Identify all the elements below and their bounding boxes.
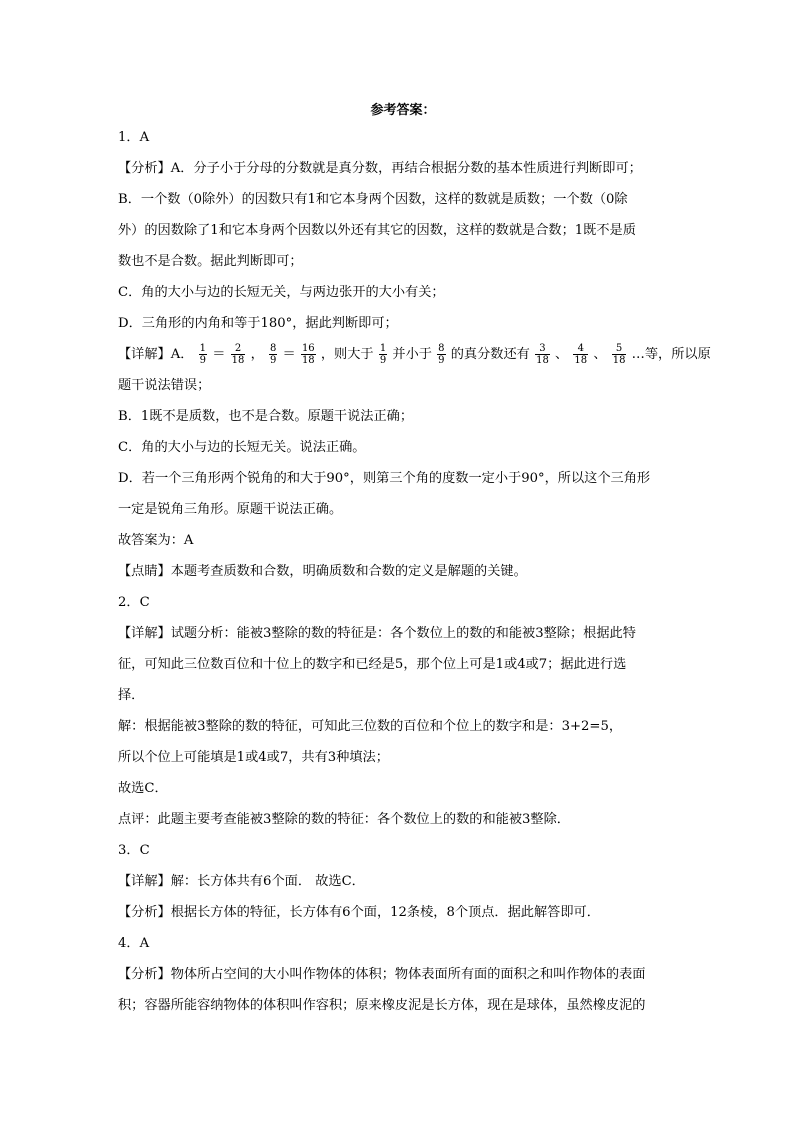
- fraction: [612, 343, 627, 366]
- denominator: 9: [379, 355, 387, 366]
- analysis-line: 【分析】物体所占空间的大小叫作物体的体积；物体表面所有面的面积之和叫作物体的表面: [118, 967, 646, 982]
- fraction: [573, 343, 588, 366]
- analysis-line: D．三角形的内角和等于180°，据此判断即可；: [118, 316, 398, 331]
- final-answer: 故答案为：A: [118, 533, 194, 548]
- detail-line: 题干说法错误；: [118, 378, 211, 393]
- text-segment: 并小于: [392, 347, 432, 362]
- numerator: 5: [612, 343, 627, 355]
- detail-line: 征，可知此三位数百位和十位上的数字和已经是5，那个位上可是1或4或7；据此进行选: [118, 657, 627, 672]
- detail-line: C．角的大小与边的长短无关。说法正确。: [118, 440, 366, 455]
- analysis-line: 外）的因数除了1和它本身两个因数以外还有其它的因数，这样的数就是合数；1既不是质: [118, 223, 636, 238]
- page-title: 参考答案：: [370, 103, 436, 118]
- text-segment: 、: [593, 347, 607, 362]
- text-segment: 、: [555, 347, 569, 362]
- text-segment: 【详解】A．: [118, 347, 194, 362]
- text-segment: ，: [250, 347, 264, 362]
- numerator: 8: [438, 343, 445, 354]
- numerator: 16: [301, 343, 315, 354]
- detail-line: 择．: [118, 688, 145, 703]
- numerator: 4: [573, 343, 588, 355]
- analysis-line: 积；容器所能容纳物体的体积叫作容积；原来橡皮泥是长方体，现在是球体，虽然橡皮泥的: [118, 998, 646, 1013]
- numerator: 8: [269, 343, 277, 354]
- analysis-line: 【分析】根据长方体的特征，长方体有6个面，12条棱，8个顶点．据此解答即可．: [118, 905, 600, 920]
- fraction: [269, 343, 277, 366]
- numerator: 2: [231, 343, 246, 355]
- answer-number-3: 3．C: [118, 843, 150, 858]
- denominator: 9: [199, 355, 207, 366]
- detail-line: B．1既不是质数，也不是合数。原题干说法正确；: [118, 409, 414, 424]
- solution-line: 所以个位上可能填是1或4或7，共有3种填法；: [118, 750, 389, 765]
- denominator: 18: [612, 355, 626, 366]
- numerator: 3: [535, 343, 550, 355]
- fraction: [231, 343, 246, 366]
- fraction: [301, 343, 316, 366]
- analysis-line: C．角的大小与边的长短无关，与两边张开的大小有关；: [118, 285, 445, 300]
- denominator: 18: [301, 355, 315, 366]
- denominator: 9: [438, 355, 445, 366]
- comment-line: 【点睛】本题考查质数和合数，明确质数和合数的定义是解题的关键。: [118, 564, 527, 579]
- final-answer: 故选C．: [118, 781, 168, 796]
- analysis-line: 【分析】A．分子小于分母的分数就是真分数，再结合根据分数的基本性质进行判断即可；: [118, 161, 642, 176]
- fraction: [379, 343, 387, 366]
- text-segment: ＝: [282, 347, 296, 362]
- answer-page: [118, 100, 711, 1021]
- answer-number-4: 4．A: [118, 936, 150, 951]
- fraction: [199, 343, 207, 366]
- solution-line: 解：根据能被3整除的数的特征，可知此三位数的百位和个位上的数字和是：3+2=5，: [118, 719, 623, 734]
- text-segment: …等，所以原: [631, 347, 711, 362]
- fraction: [535, 343, 550, 366]
- denominator: 18: [231, 355, 245, 366]
- numerator: 1: [199, 343, 207, 354]
- detail-line: D．若一个三角形两个锐角的和大于90°，则第三个角的度数一定小于90°，所以这个三角形: [118, 471, 651, 486]
- denominator: 18: [536, 355, 549, 366]
- detail-line: 【详解】解：长方体共有6个面． 故选C．: [118, 874, 365, 889]
- detail-fraction-line: [118, 339, 711, 370]
- fraction: [437, 343, 445, 366]
- detail-line: 一定是锐角三角形。原题干说法正确。: [118, 502, 343, 517]
- answer-number-1: 1．A: [118, 130, 150, 145]
- analysis-line: 数也不是合数。据此判断即可；: [118, 254, 303, 269]
- text-segment: ＝: [212, 347, 226, 362]
- answer-number-2: 2．C: [118, 595, 150, 610]
- detail-line: 【详解】试题分析：能被3整除的数的特征是：各个数位上的数的和能被3整除；根据此特: [118, 626, 636, 641]
- comment-line: 点评：此题主要考查能被3整除的数的特征：各个数位上的数的和能被3整除．: [118, 812, 570, 827]
- denominator: 18: [574, 355, 588, 366]
- denominator: 9: [269, 355, 277, 366]
- numerator: 1: [379, 343, 387, 354]
- text-segment: 的真分数还有: [450, 347, 530, 362]
- analysis-line: B．一个数（0除外）的因数只有1和它本身两个因数，这样的数就是质数；一个数（0除: [118, 192, 628, 207]
- text-segment: ，则大于: [320, 347, 374, 362]
